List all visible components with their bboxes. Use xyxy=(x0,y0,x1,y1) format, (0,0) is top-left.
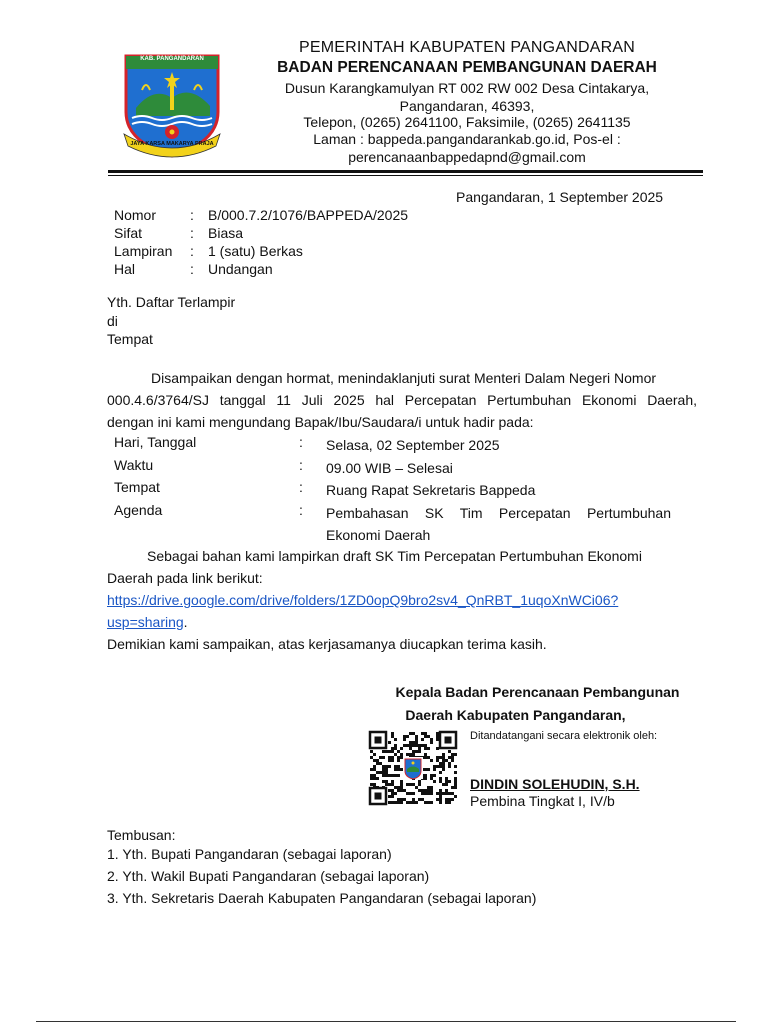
recipient-line: Tempat xyxy=(107,331,153,347)
detail-value: Ruang Rapat Sekretaris Bappeda xyxy=(326,482,536,498)
meta-row-nomor xyxy=(114,207,408,225)
e-signature-note: Ditandatangani secara elektronik oleh: xyxy=(470,730,658,742)
detail-key: Agenda xyxy=(114,501,163,518)
meta-value-number: B/000.7.2/1076/BAPPEDA/2025 xyxy=(208,207,409,223)
detail-colon: : xyxy=(299,501,303,518)
meta-colon: : xyxy=(190,261,194,277)
email-line: perencanaanbappedapnd@gmail.com xyxy=(348,149,586,165)
meta-key: Sifat xyxy=(114,225,143,241)
recipient-block xyxy=(107,293,235,349)
detail-key: Waktu xyxy=(114,456,154,473)
government-name: PEMERINTAH KABUPATEN PANGANDARAN xyxy=(299,39,635,56)
meta-value-nature: Biasa xyxy=(208,225,244,241)
meta-colon: : xyxy=(190,243,194,259)
detail-colon: : xyxy=(299,456,303,473)
signatory-name: DINDIN SOLEHUDIN, S.H. xyxy=(470,776,640,792)
detail-row-time xyxy=(114,457,671,480)
meta-colon: : xyxy=(190,225,194,241)
address-line-1: Dusun Karangkamulyan RT 002 RW 002 Desa Cintakarya, xyxy=(284,80,650,96)
letterhead-rule-thin xyxy=(108,175,703,176)
attachment-line: Daerah pada link berikut: xyxy=(107,570,263,586)
signatory-rank: Pembina Tingkat I, IV/b xyxy=(470,793,615,809)
cc-list xyxy=(107,845,536,911)
signatory-title-line-1: Kepala Badan Perencanaan Pembangunan xyxy=(395,684,680,700)
qr-code-signature xyxy=(368,730,458,806)
drive-link-part-1[interactable]: https://drive.google.com/drive/folders/1ZD0opQ9bro2sv4_QnRBT_1uqoXnWCi06? xyxy=(107,592,619,608)
attachment-line: Sebagai bahan kami lampirkan draft SK Tim Percepatan Pertumbuhan Ekonomi xyxy=(147,548,642,564)
agency-name: BADAN PERENCANAAN PEMBANGUNAN DAERAH xyxy=(277,59,657,76)
detail-value: Selasa, 02 September 2025 xyxy=(326,437,500,453)
detail-key: Hari, Tanggal xyxy=(114,434,197,450)
detail-colon: : xyxy=(299,479,303,495)
opening-paragraph xyxy=(107,367,697,433)
detail-row-place xyxy=(114,479,671,502)
phone-line: Telepon, (0265) 2641100, Faksimile, (0265) 2641135 xyxy=(303,114,631,130)
opening-line: dengan ini kami mengundang Bapak/Ibu/Saudara/i untuk hadir pada: xyxy=(107,414,534,430)
meta-value-subject: Undangan xyxy=(208,261,273,277)
meta-key: Hal xyxy=(114,261,136,277)
meta-row-lampiran xyxy=(114,243,408,261)
detail-value: 09.00 WIB – Selesai xyxy=(326,459,453,476)
recipient-line: Yth. Daftar Terlampir xyxy=(107,294,236,310)
attachment-paragraph xyxy=(107,545,697,655)
meta-colon: : xyxy=(190,207,194,223)
detail-colon: : xyxy=(299,434,303,450)
link-suffix: . xyxy=(183,614,188,630)
meta-key: Lampiran xyxy=(114,243,173,259)
signatory-title-line-2: Daerah Kabupaten Pangandaran, xyxy=(405,707,626,723)
event-details-table xyxy=(114,434,671,547)
detail-key: Tempat xyxy=(114,479,160,495)
address-line-2: Pangandaran, 46393, xyxy=(399,98,535,114)
detail-value: Pembahasan SK Tim Percepatan Pertumbuhan Ekonomi Daerah xyxy=(326,504,671,543)
letterhead-rule-thick xyxy=(108,170,703,173)
place-date: Pangandaran, 1 September 2025 xyxy=(456,189,664,205)
letter-meta-table xyxy=(114,207,408,279)
logo-top-text: KAB. PANGANDARAN xyxy=(140,56,204,62)
cc-title: Tembusan: xyxy=(107,827,176,843)
meta-value-attachment: 1 (satu) Berkas xyxy=(208,243,303,259)
detail-row-date xyxy=(114,434,671,457)
logo-motto-text: JAYA KARSA MAKARYA PRAJA xyxy=(130,141,214,147)
drive-link-part-2[interactable]: usp=sharing xyxy=(107,614,184,630)
opening-line: 000.4.6/3764/SJ tanggal 11 Juli 2025 hal Percepatan Pertumbuhan Ekonomi Daerah, xyxy=(107,392,697,408)
cc-item: 3. Yth. Sekretaris Daerah Kabupaten Pangandaran (sebagai laporan) xyxy=(107,890,537,906)
website-line: Laman : bappeda.pangandarankab.go.id, Pos-el : xyxy=(313,131,621,147)
detail-row-agenda xyxy=(114,502,671,547)
closing-line: Demikian kami sampaikan, atas kerjasamanya diucapkan terima kasih. xyxy=(107,636,547,652)
cc-item: 2. Yth. Wakil Bupati Pangandaran (sebagai laporan) xyxy=(107,868,430,884)
opening-line: Disampaikan dengan hormat, menindaklanjuti surat Menteri Dalam Negeri Nomor xyxy=(151,370,657,386)
footer-rule xyxy=(36,1021,736,1022)
meta-key: Nomor xyxy=(114,207,157,223)
meta-row-sifat xyxy=(114,225,408,243)
recipient-line: di xyxy=(107,312,118,329)
meta-row-hal xyxy=(114,261,408,279)
cc-item: 1. Yth. Bupati Pangandaran (sebagai laporan) xyxy=(107,846,392,862)
